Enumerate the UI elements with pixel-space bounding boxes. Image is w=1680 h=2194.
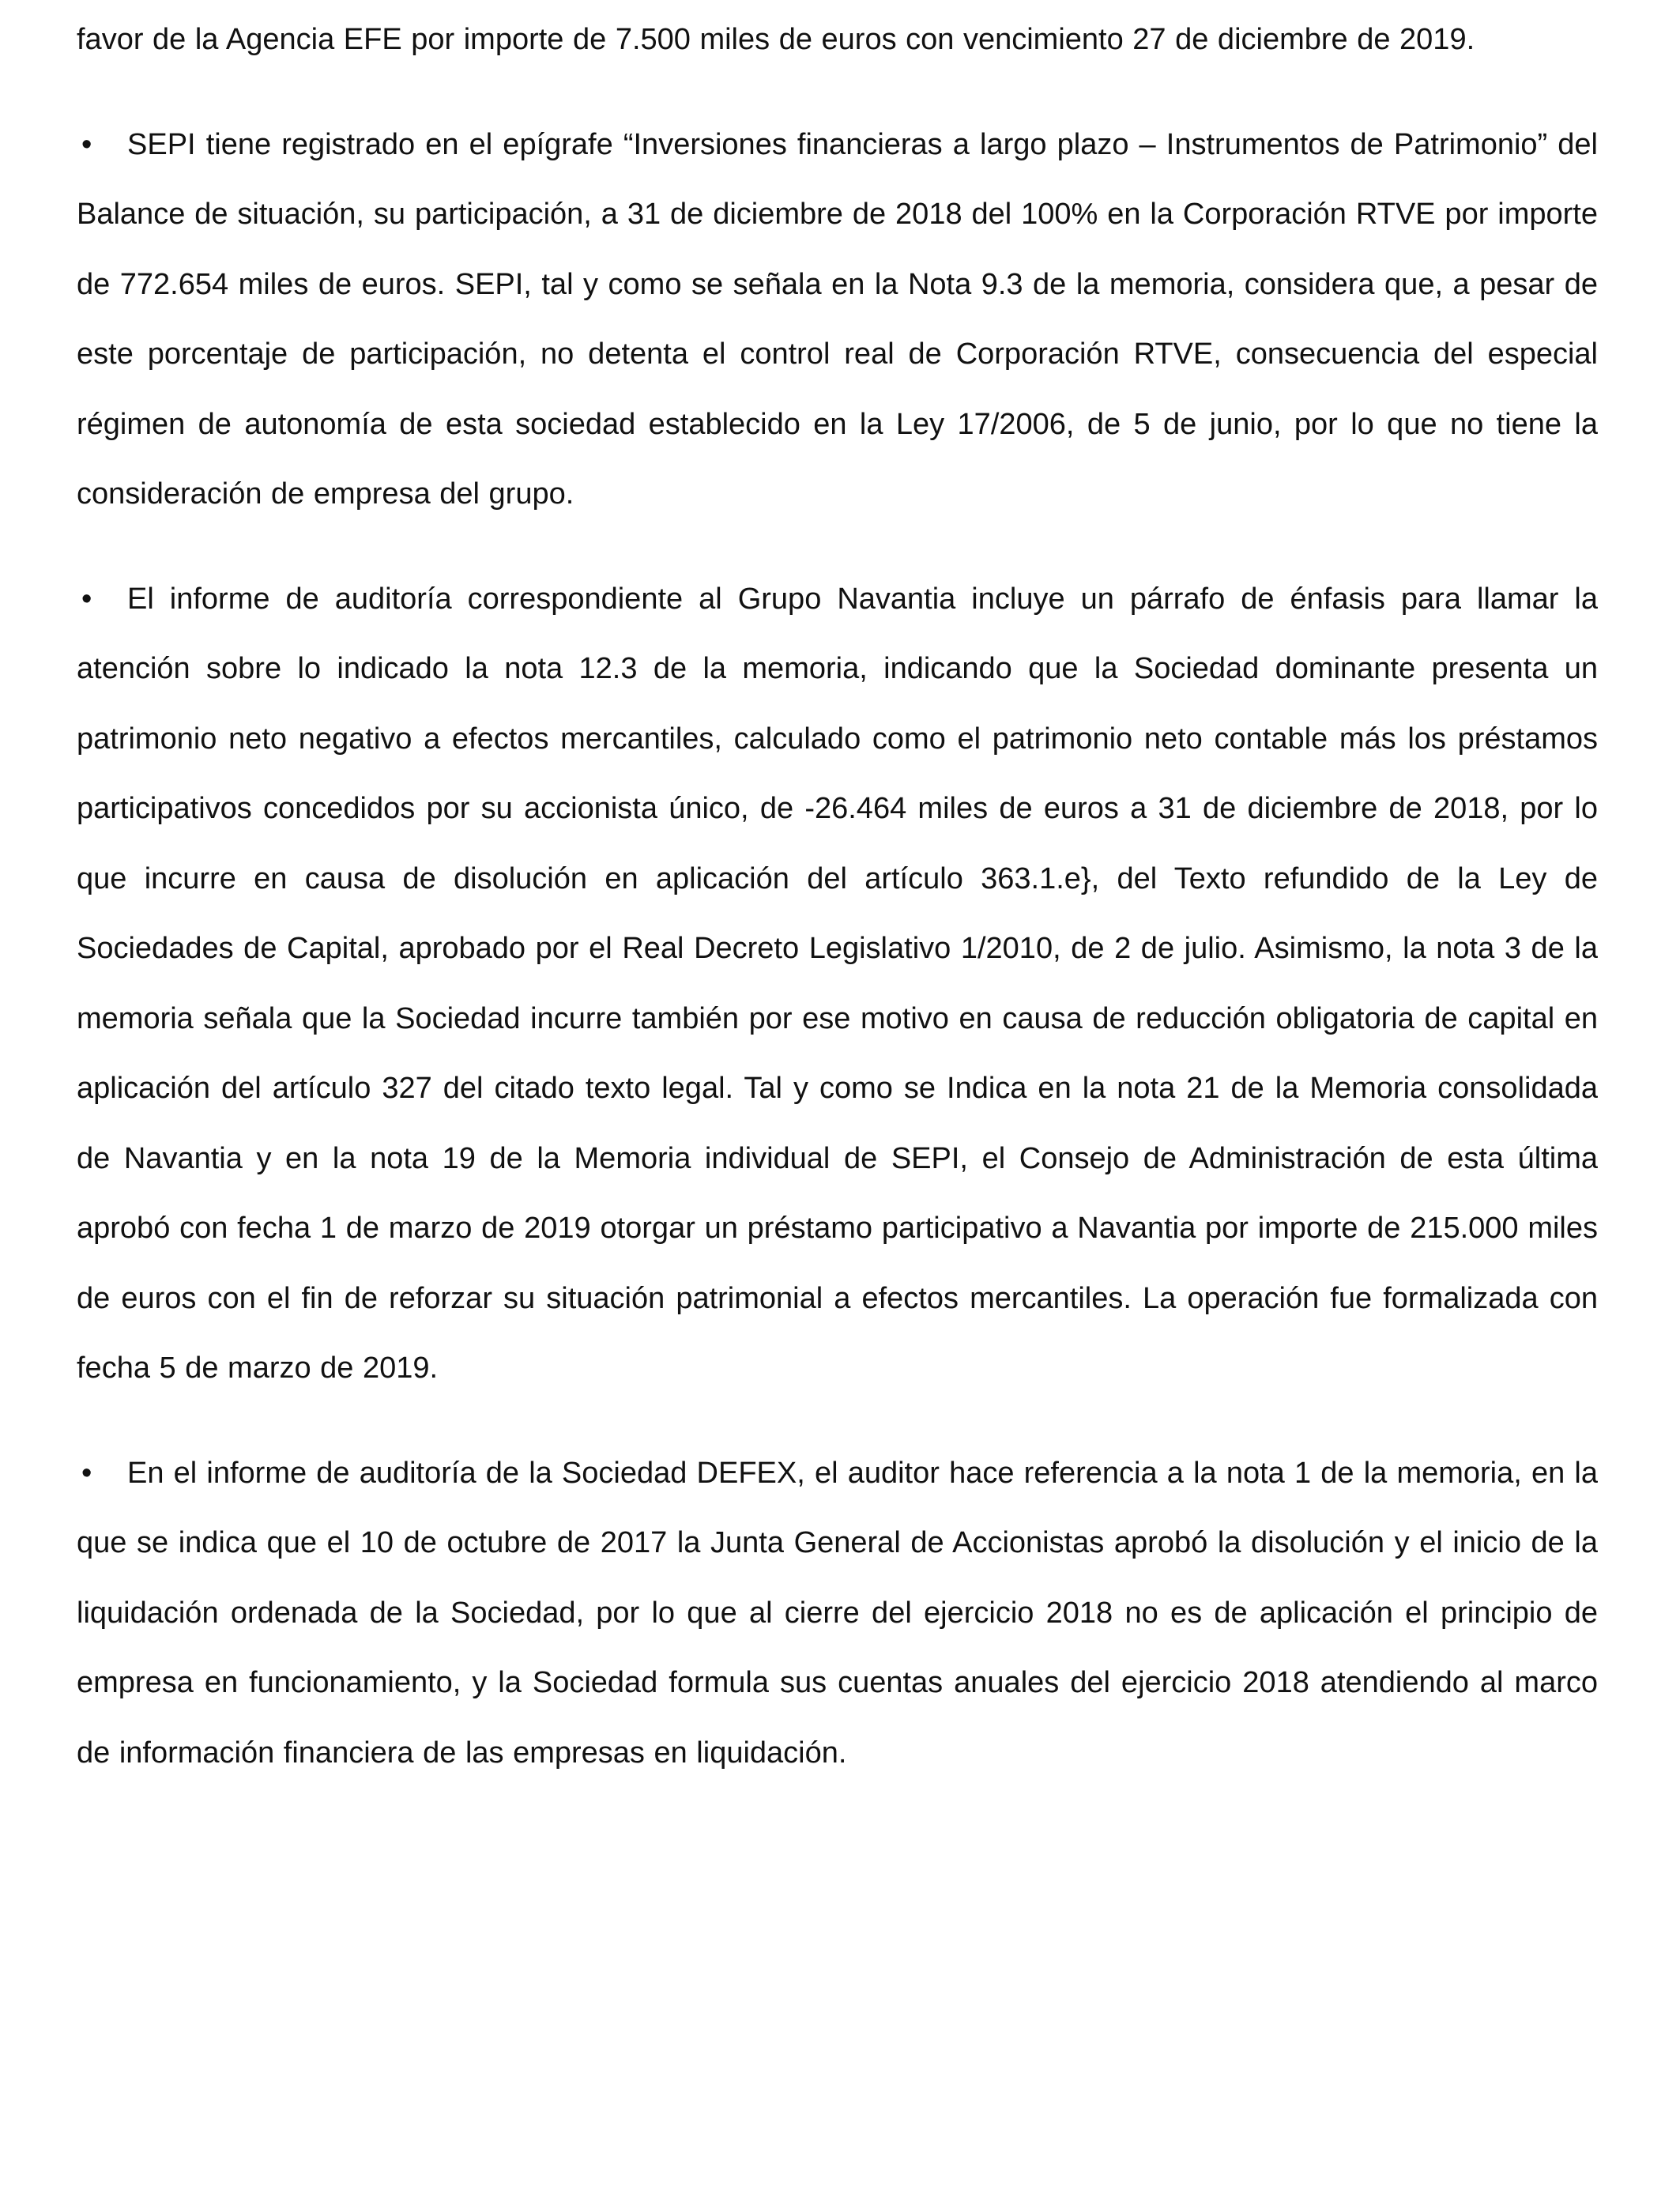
paragraph-text: En el informe de auditoría de la Sociedad DEFEX, el auditor hace referencia a la nota 1 de la memoria, en la que se indica que el 10 de octubre de 2017 la Junta General de Accionistas aprobó la disolución y el inicio de la liquidación ordenada de la Sociedad, por lo que al cierre del ejercicio 2018 no es de aplicación el principio de empresa en funcionamiento, y la Sociedad formula sus cuentas anuales del ejercicio 2018 atendiendo al marco de información financiera de las empresas en liquidación. — [77, 1456, 1598, 1770]
paragraph-gap — [77, 1404, 1598, 1438]
paragraph-text: favor de la Agencia EFE por importe de 7.500 miles de euros con vencimiento 27 de diciembre de 2019. — [77, 23, 1475, 56]
bullet-icon — [77, 1438, 127, 1509]
paragraph-text: SEPI tiene registrado en el epígrafe “Inversiones financieras a largo plazo – Instrumentos de Patrimonio” del Balance de situación, su participación, a 31 de diciembre de 2018 del 100% en la Corporación RTVE por importe de 772.654 miles de euros. SEPI, tal y como se señala en la Nota 9.3 de la memoria, considera que, a pesar de este porcentaje de participación, no detenta el control real de Corporación RTVE, consecuencia del especial régimen de autonomía de esta sociedad establecido en la Ley 17/2006, de 5 de junio, por lo que no tiene la consideración de empresa del grupo. — [77, 127, 1598, 511]
bullet-paragraph-defex — [77, 1438, 1598, 1789]
bullet-paragraph-sepi-rtve — [77, 110, 1598, 530]
document-page — [77, 5, 1598, 1788]
paragraph-text: El informe de auditoría correspondiente al Grupo Navantia incluye un párrafo de énfasis para llamar la atención sobre lo indicado la nota 12.3 de la memoria, indicando que la Sociedad dominante presenta un patrimonio neto negativo a efectos mercantiles, calculado como el patrimonio neto contable más los préstamos participativos concedidos por su accionista único, de -26.464 miles de euros a 31 de diciembre de 2018, por lo que incurre en causa de disolución en aplicación del artículo 363.1.e}, del Texto refundido de la Ley de Sociedades de Capital, aprobado por el Real Decreto Legislativo 1/2010, de 2 de julio. Asimismo, la nota 3 de la memoria señala que la Sociedad incurre también por ese motivo en causa de reducción obligatoria de capital en aplicación del artículo 327 del citado texto legal. Tal y como se Indica en la nota 21 de la Memoria consolidada de Navantia y en la nota 19 de la Memoria individual de SEPI, el Consejo de Administración de esta última aprobó con fecha 1 de marzo de 2019 otorgar un préstamo participativo a Navantia por importe de 215.000 miles de euros con el fin de reforzar su situación patrimonial a efectos mercantiles. La operación fue formalizada con fecha 5 de marzo de 2019. — [77, 582, 1598, 1385]
bullet-paragraph-navantia — [77, 564, 1598, 1404]
paragraph-gap — [77, 75, 1598, 110]
bullet-icon — [77, 564, 127, 635]
paragraph-continuation — [77, 5, 1598, 75]
paragraph-gap — [77, 530, 1598, 564]
bullet-icon — [77, 110, 127, 180]
